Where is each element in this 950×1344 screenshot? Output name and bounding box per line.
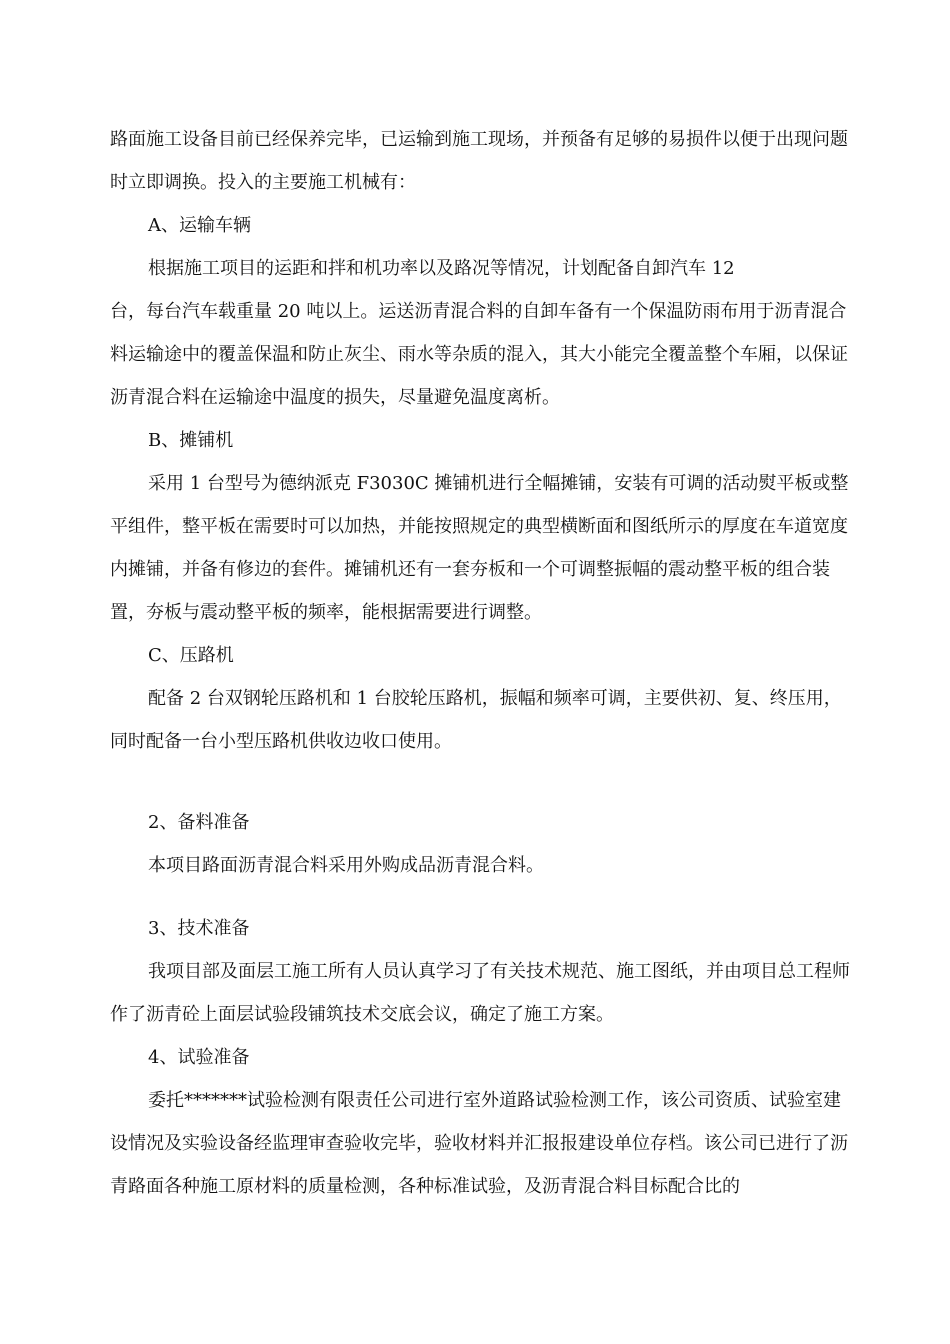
paragraph-testing-prep: 委托*******试验检测有限责任公司进行室外道路试验检测工作，该公司资质、试验室建设情况及实验设备经监理审查验收完毕，验收材料并汇报报建设单位存档。该公司已进行了沥青路面各种施工原材料的质量检测，各种标准试验，及沥青混合料目标配合比的 [110,1090,848,1197]
paragraph-material-prep: 本项目路面沥青混合料采用外购成品沥青混合料。 [148,855,544,876]
heading-roller: C、压路机 [148,645,234,666]
paragraph-technical-prep: 我项目部及面层工施工所有人员认真学习了有关技术规范、施工图纸，并由项目总工程师作了沥青砼上面层试验段铺筑技术交底会议，确定了施工方案。 [110,961,850,1025]
paragraph-paver: 采用 1 台型号为德纳派克 F3030C 摊铺机进行全幅摊铺，安装有可调的活动熨平板或整平组件，整平板在需要时可以加热，并能按照规定的典型横断面和图纸所示的厚度在车道宽度内摊铺，并备有修边的套件。摊铺机还有一套夯板和一个可调整振幅的震动整平板的组合装置，夯板与震动整平板的频率，能根据需要进行调整。 [110,473,849,623]
spacer [110,763,855,801]
paragraph-equipment-intro: 路面施工设备目前已经保养完毕，已运输到施工现场，并预备有足够的易损件以便于出现问题时立即调换。投入的主要施工机械有： [110,129,848,193]
heading-paver: B、摊铺机 [148,430,234,451]
paragraph-transport-rest: 台，每台汽车载重量 20 吨以上。运送沥青混合料的自卸车备有一个保温防雨布用于沥青混合料运输途中的覆盖保温和防止灰尘、雨水等杂质的混入，其大小能完全覆盖整个车厢，以保证沥青混合料在运输途中温度的损失，尽量避免温度离析。 [110,301,848,408]
document-body [110,118,855,1208]
heading-transport-vehicles: A、运输车辆 [148,215,251,236]
heading-material-prep: 2、备料准备 [148,812,250,833]
spacer [110,887,855,907]
paragraph-roller: 配备 2 台双钢轮压路机和 1 台胶轮压路机，振幅和频率可调，主要供初、复、终压用，同时配备一台小型压路机供收边收口使用。 [110,688,842,752]
heading-technical-prep: 3、技术准备 [148,918,250,939]
paragraph-transport-line1: 根据施工项目的运距和拌和机功率以及路况等情况，计划配备自卸汽车 12 [148,258,735,279]
heading-testing-prep: 4、试验准备 [148,1047,250,1068]
